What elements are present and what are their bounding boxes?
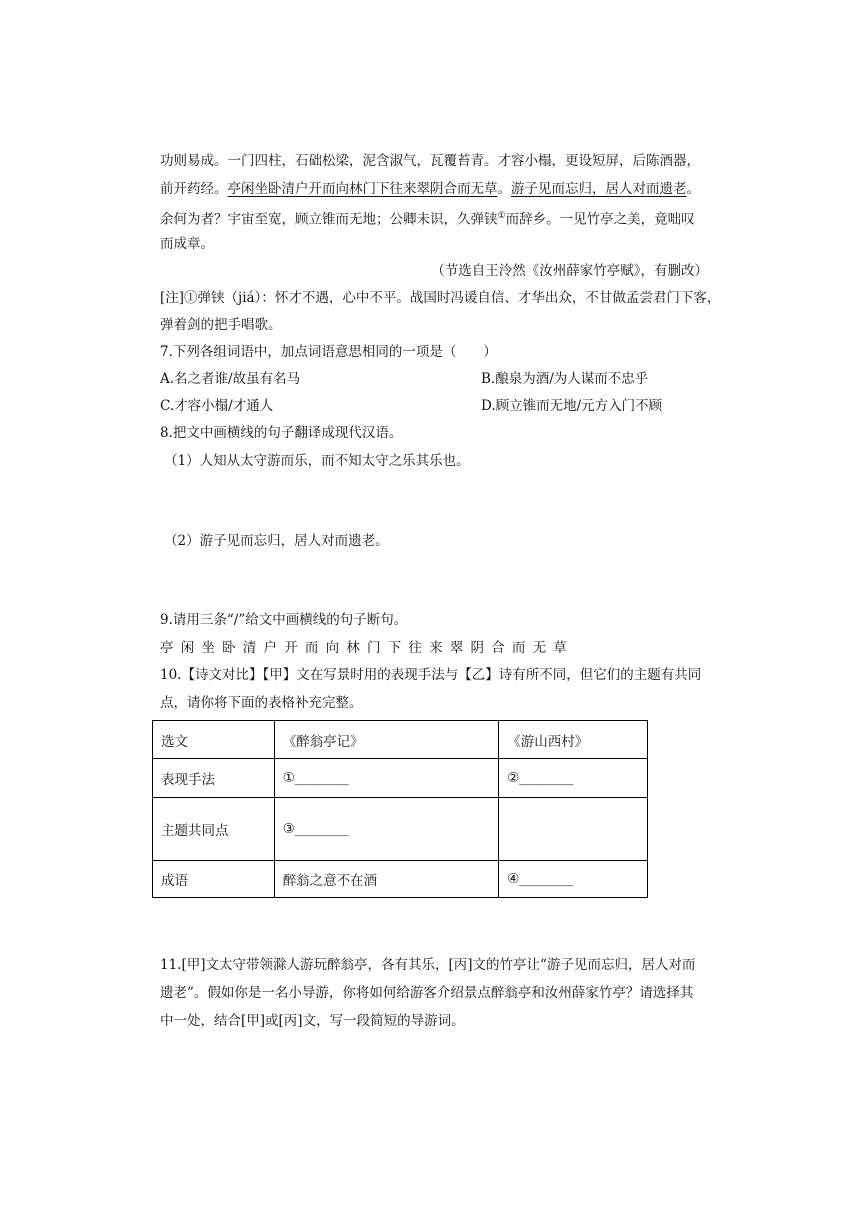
table-row	[153, 798, 648, 861]
question-8-item-2: （2）游子见而忘归，居人对而遗老。	[164, 533, 389, 549]
passage-text: 余何为者？宇宙至宽，顾立锥而无地；公卿未识，久弹铗	[160, 211, 498, 228]
table-cell: 成语	[153, 861, 275, 898]
table-header-cell: 《醉翁亭记》	[274, 721, 499, 759]
question-11-line: 遗老”。假如你是一名小导游，你将如何给游客介绍景点醉翁亭和汝州薛家竹亭？请选择其	[160, 985, 694, 1001]
question-7-stem: 7.下列各组词语中，加点词语意思相同的一项是（ ）	[160, 344, 497, 360]
table-cell: ③________	[274, 798, 499, 861]
passage-text: 。	[686, 181, 700, 197]
footnote-marker: ①	[497, 211, 506, 221]
underlined-sentence: 游子见而忘归，居人对而遗老	[511, 181, 687, 197]
question-11-line: 11.[甲]文太守带领滁人游玩醉翁亭，各有其乐，[丙]文的竹亭让“游子见而忘归，居人对而	[160, 957, 696, 973]
footnote-line: [注]①弹铗（jiá）：怀才不遇，心中不平。战国时冯谖自信、才华出众，不甘做孟尝君门下客，	[160, 290, 721, 306]
question-10-stem: 10.【诗文对比】【甲】文在写景时用的表现手法与【乙】诗有所不同，但它们的主题有共同	[160, 667, 702, 683]
question-8-item-1: （1）人知从太守游而乐，而不知太守之乐其乐也。	[164, 453, 470, 469]
table-cell: 主题共同点	[153, 798, 275, 861]
option-d: D.顾立锥而无地/元方入门不顾	[481, 398, 663, 414]
passage-line	[160, 206, 695, 230]
option-c: C.才容小榻/才通人	[160, 398, 274, 414]
passage-source: （节选自王泠然《汝州薛家竹亭赋》，有删改）	[431, 263, 708, 279]
passage-line	[160, 179, 700, 199]
underlined-sentence: 亭闲坐卧清户开而向林门下往来翠阴合而无草	[227, 181, 498, 197]
table-header-cell: 《游山西村》	[499, 721, 648, 759]
passage-text: 。	[497, 181, 511, 197]
option-a: A.名之者谁/故虽有名马	[160, 371, 301, 387]
table-cell: ②________	[499, 759, 648, 798]
passage-line: 而成章。	[160, 236, 214, 252]
passage-text: 而辞乡。一见竹亭之美，竟咄叹	[505, 211, 695, 228]
comparison-table	[152, 720, 648, 898]
table-cell	[499, 798, 648, 861]
question-9-stem: 9.请用三条“/”给文中画横线的句子断句。	[160, 612, 408, 628]
question-9-sentence: 亭闲坐卧清户开而向林门下往来翠阴合而无草	[160, 640, 574, 656]
table-cell: ④________	[499, 861, 648, 898]
table-cell: 表现手法	[153, 759, 275, 798]
question-10-stem: 点，请你将下面的表格补充完整。	[160, 695, 363, 711]
passage-line: 功则易成。一门四柱，石础松梁，泥含淑气，瓦覆苔青。才容小榻，更设短屏，后陈酒器，	[160, 153, 700, 169]
table-row	[153, 759, 648, 798]
option-b: B.酿泉为酒/为人谋而不忠乎	[481, 371, 649, 387]
table-cell: ①________	[274, 759, 499, 798]
footnote-line: 弹着剑的把手唱歌。	[160, 317, 282, 333]
passage-text: 前开药经。	[160, 181, 228, 197]
question-11-line: 中一处，结合[甲]或[丙]文，写一段简短的导游词。	[160, 1013, 465, 1029]
question-8-stem: 8.把文中画横线的句子翻译成现代汉语。	[160, 425, 403, 441]
table-header-cell: 选文	[153, 721, 275, 759]
table-row	[153, 721, 648, 759]
table-cell: 醉翁之意不在酒	[274, 861, 499, 898]
table-row	[153, 861, 648, 898]
